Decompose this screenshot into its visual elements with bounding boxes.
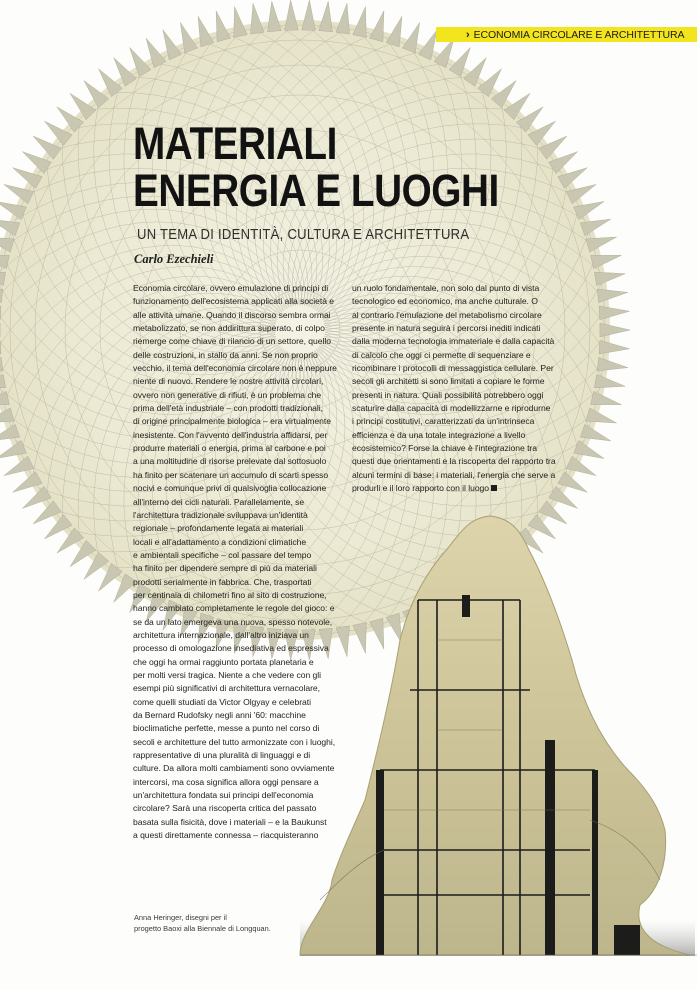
body-text-line: riemerge come chiave di rilancio di un settore, quello — [133, 336, 331, 347]
body-text-line: ha finito per dipendere sempre di più da materiali — [133, 563, 317, 574]
body-text-line: scaturire dalla capacità di modellizzarne e riprodurne — [352, 403, 551, 414]
author-name: Carlo Ezechieli — [134, 252, 214, 266]
body-text-line: l'architettura tradizionale sviluppava un'identità — [133, 509, 308, 520]
image-caption — [134, 912, 271, 934]
body-text-line: produrli e il loro rapporto con il luogo — [352, 482, 556, 495]
section-tag-label: ECONOMIA CIRCOLARE E ARCHITETTURA — [473, 28, 685, 41]
body-text-line: bioclimatiche perfette, messe a punto nel corso di — [133, 723, 320, 734]
body-text-line: di calcolo che oggi ci permette di sequenziare e — [352, 349, 531, 360]
body-text-line: culture. Da allora molti cambiamenti sono ovviamente — [133, 763, 335, 774]
body-text-line: prima dell'età industriale – con prodotti tradizionali, — [133, 403, 323, 414]
body-text-line: dalla moderna tecnologia immateriale e dalla capacità — [352, 336, 555, 347]
body-column-2 — [352, 282, 556, 496]
body-text-line: questi due orientamenti e la riscoperta del rapporto tra — [352, 456, 556, 467]
body-text-line: efficienza e da una totale integrazione a livello — [352, 429, 526, 440]
body-text-line: di origine principalmente biologica – era virtualmente — [133, 416, 331, 427]
end-square-icon — [491, 485, 497, 491]
body-text-line: hanno cambiato completamente le regole del gioco: e — [133, 603, 335, 614]
body-text-line: prodotti serialmente in fabbrica. Che, trasportati — [133, 576, 312, 587]
body-text-line: un ruolo fondamentale, non solo dal punto di vista — [352, 283, 540, 293]
body-text-line: circolare? Sarà una riscoperta critica del passato — [133, 803, 317, 814]
body-text-line: regionale – profondamente legata ai materiali — [133, 523, 304, 534]
title-line-2: ENERGIA E LUOGHI — [133, 165, 499, 216]
body-text-line: tecnologico ed economico, ma anche culturale. O — [352, 296, 538, 307]
body-text-line: niente di nuovo. Rendere le nostre attività circolari, — [133, 376, 324, 387]
body-text-line: nocivi e comunque privi di qualsivoglia collocazione — [133, 483, 327, 494]
body-text-line: funzionamento dell'ecosistema applicati alla società e — [133, 296, 335, 307]
body-text-line: delle costruzioni, in stallo da anni. Se non proprio — [133, 349, 318, 360]
body-text-line: e ambientali specifiche – col passare del tempo — [133, 549, 312, 560]
body-text-line: ricombinare i protocolli di messaggistica cellulare. Per — [352, 363, 554, 374]
body-text-line: ha finito per scatenare un accumulo di scarti spesso — [133, 469, 329, 480]
body-text-line: produrre materiali o energia, prima al carbone e poi — [133, 443, 326, 454]
body-text-line: Economia circolare, ovvero emulazione di principi di — [133, 283, 329, 293]
body-text-line: rappresentative di una pluralità di linguaggi e di — [133, 750, 311, 761]
body-text-line: processo di omologazione insediativa ed espressiva — [133, 643, 329, 654]
body-text-line: per centinaia di chilometri fino al sito di costruzione, — [133, 589, 327, 600]
body-text-line: per molti versi tragica. Niente a che vedere con gli — [133, 669, 321, 680]
body-text-line: secoli e architetture del tutto armonizzate con i luoghi, — [133, 736, 336, 747]
article-subtitle: UN TEMA DI IDENTITÀ, CULTURA E ARCHITETTURA — [137, 227, 470, 243]
body-text-line: ecosistemico? Forse la chiave è l'integrazione tra — [352, 443, 537, 454]
body-text-line: a questi direttamente connessa – riacquisteranno — [133, 830, 319, 841]
body-text-line: metabolizzato, se non addirittura superato, di colpo — [133, 323, 325, 334]
body-text-line: che oggi ha ormai raggiunto portata planetaria e — [133, 656, 314, 667]
body-text-line: esempi più significativi di architettura vernacolare, — [133, 683, 320, 694]
body-text-line: come quelli studiati da Victor Olgyay e celebrati — [133, 696, 311, 707]
body-column-1 — [133, 282, 337, 842]
body-text-line: presente in natura seguirà i percorsi inediti indicati — [352, 323, 541, 334]
body-text-line: i principi costitutivi, caratterizzati da un'intrinseca — [352, 416, 535, 427]
caption-line: Anna Heringer, disegni per il — [134, 913, 227, 922]
body-text-line: secoli gli architetti si sono limitati a copiare le forme — [352, 376, 545, 387]
article-title — [133, 120, 499, 214]
body-text-line: un'architettura fondata sui principi dell'economia — [133, 790, 314, 801]
body-text-line: a una moltitudine di risorse prelevate dal sottosuolo — [133, 456, 327, 467]
caption-line: progetto Baoxi alla Biennale di Longquan. — [134, 924, 271, 933]
body-text-line: ovvero non generative di rifiuti, è un problema che — [133, 389, 322, 400]
body-text-line: presenti in natura. Quali possibilità potrebbero oggi — [352, 389, 544, 400]
body-text-line: inesistente. Con l'avvento dell'industria affidarsi, per — [133, 429, 328, 440]
body-text-line: locali e all'adattamento a condizioni climatiche — [133, 536, 307, 547]
chevron-right-icon: › — [466, 28, 470, 41]
title-line-1: MATERIALI — [133, 118, 337, 169]
body-text-line: vecchio, il tema dell'economia circolare non è neppure — [133, 363, 337, 374]
body-text-line: all'interno dei cicli naturali. Parallelamente, se — [133, 496, 305, 507]
body-text-line: alcuni termini di base: i materiali, l'energia che serve a — [352, 469, 556, 480]
body-text-line: al contrario l'emulazione del metabolismo circolare — [352, 309, 542, 320]
body-text-line: basata sulla fisicità, dove i materiali – e la Baukunst — [133, 816, 327, 827]
body-text-line: se da un lato emergeva una nuova, spesso notevole, — [133, 616, 333, 627]
section-tag[interactable] — [436, 27, 697, 42]
body-text-line: alle attività umane. Quando il discorso sembra ormai — [133, 309, 331, 320]
body-text-line: intercorsi, ma cosa significa allora oggi pensare a — [133, 776, 319, 787]
body-text-line: architettura internazionale, dall'altro iniziava un — [133, 629, 309, 640]
body-text-line: da Bernard Rudofsky negli anni '60: macchine — [133, 710, 306, 720]
